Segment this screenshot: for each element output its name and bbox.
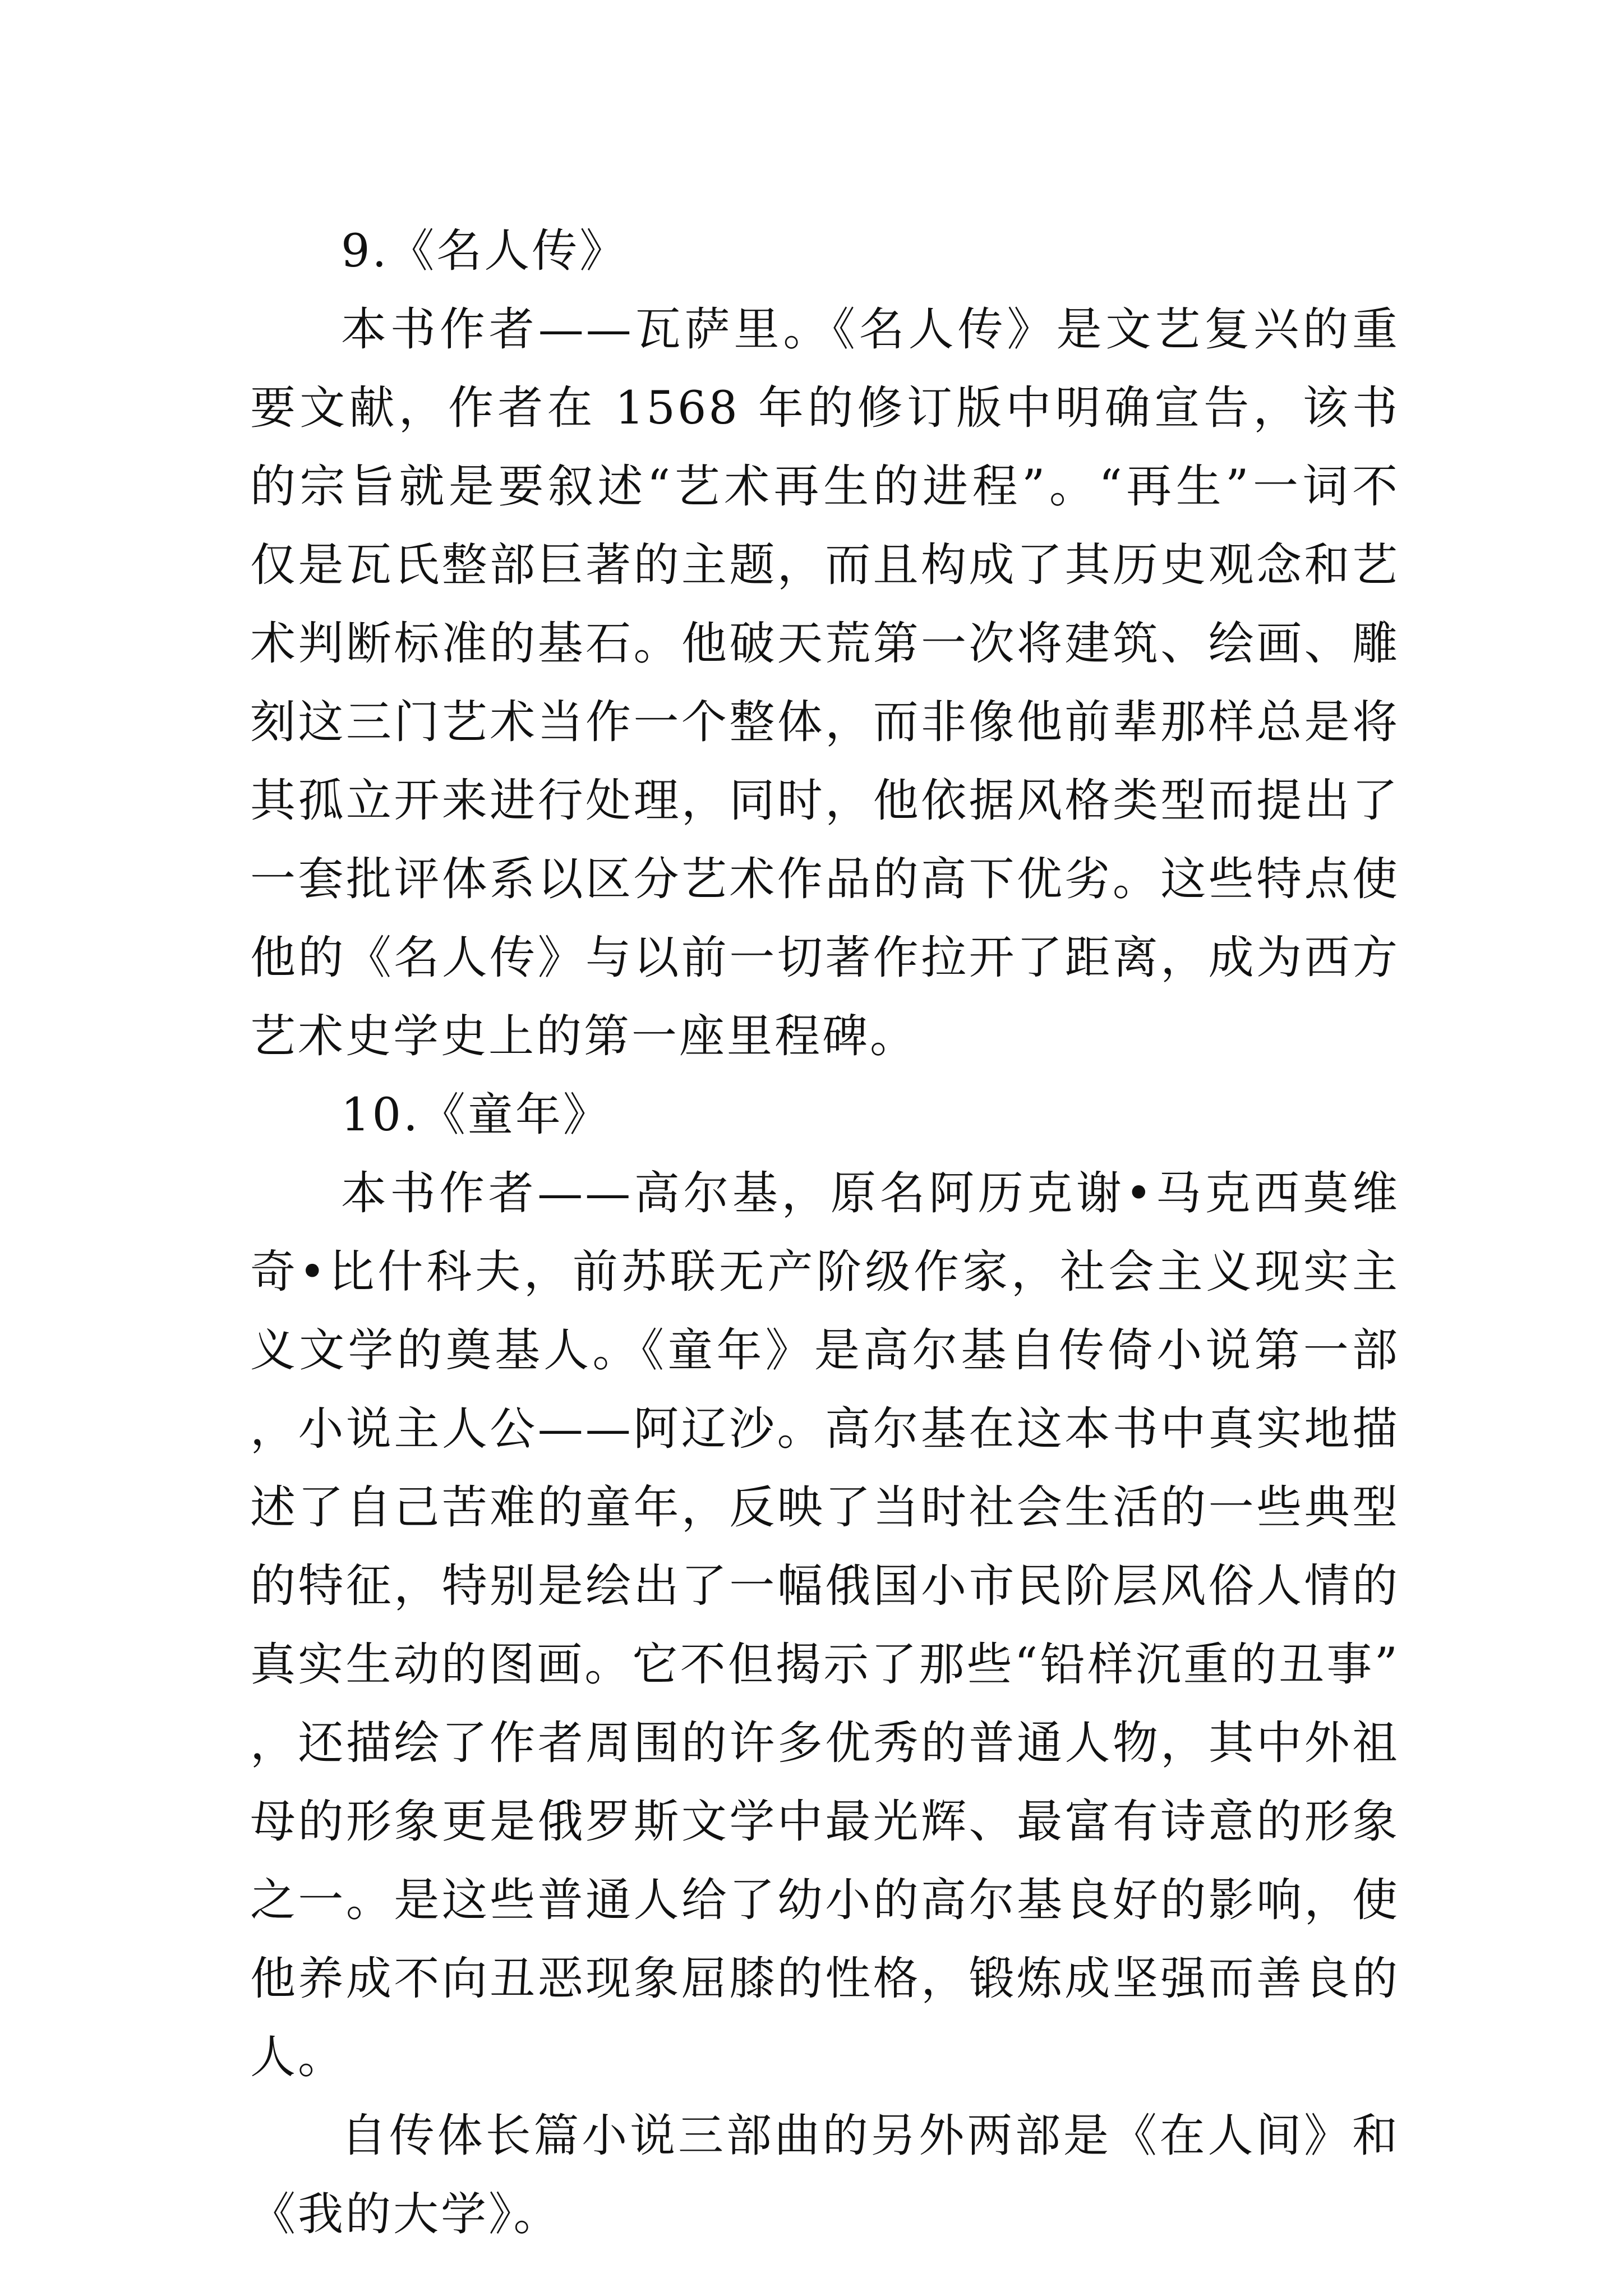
section-10-paragraph-2: 自传体长篇小说三部曲的另外两部是《在人间》和《我的大学》。	[250, 2110, 1400, 2241]
section-heading-9: 9.《名人传》	[341, 225, 628, 278]
section-9-paragraph: 本书作者——瓦萨里。《名人传》是文艺复兴的重要文献，作者在 1568 年的修订版中明确宣告，该书的宗旨就是要叙述“艺术再生的进程”。“再生”一词不仅是瓦氏整部巨著的主题，而且构成了其历史观念和艺术判断标准的基石。他破天荒第一次将建筑、绘画、雕刻这三门艺术当作一个整体，而非像他前辈那样总是将其孤立开来进行处理，同时，他依据风格类型而提出了一套批评体系以区分艺术作品的高下优劣。这些特点使他的《名人传》与以前一切著作拉开了距离，成为西方艺术史学史上的第一座里程碑。	[250, 303, 1400, 1063]
document-body	[250, 212, 1400, 2254]
section-10-paragraph: 本书作者——高尔基，原名阿历克谢•马克西莫维奇•比什科夫，前苏联无产阶级作家，社会主义现实主义文学的奠基人。《童年》是高尔基自传倚小说第一部，小说主人公——阿辽沙。高尔基在这本书中真实地描述了自己苦难的童年，反映了当时社会生活的一些典型的特征，特别是绘出了一幅俄国小市民阶层风俗人情的真实生动的图画。它不但揭示了那些“铅样沉重的丑事”，还描绘了作者周围的许多优秀的普通人物，其中外祖母的形象更是俄罗斯文学中最光辉、最富有诗意的形象之一。是这些普通人给了幼小的高尔基良好的影响，使他养成不向丑恶现象屈膝的性格，锻炼成坚强而善良的人。	[250, 1167, 1400, 2084]
section-heading-10: 10.《童年》	[341, 1089, 611, 1142]
